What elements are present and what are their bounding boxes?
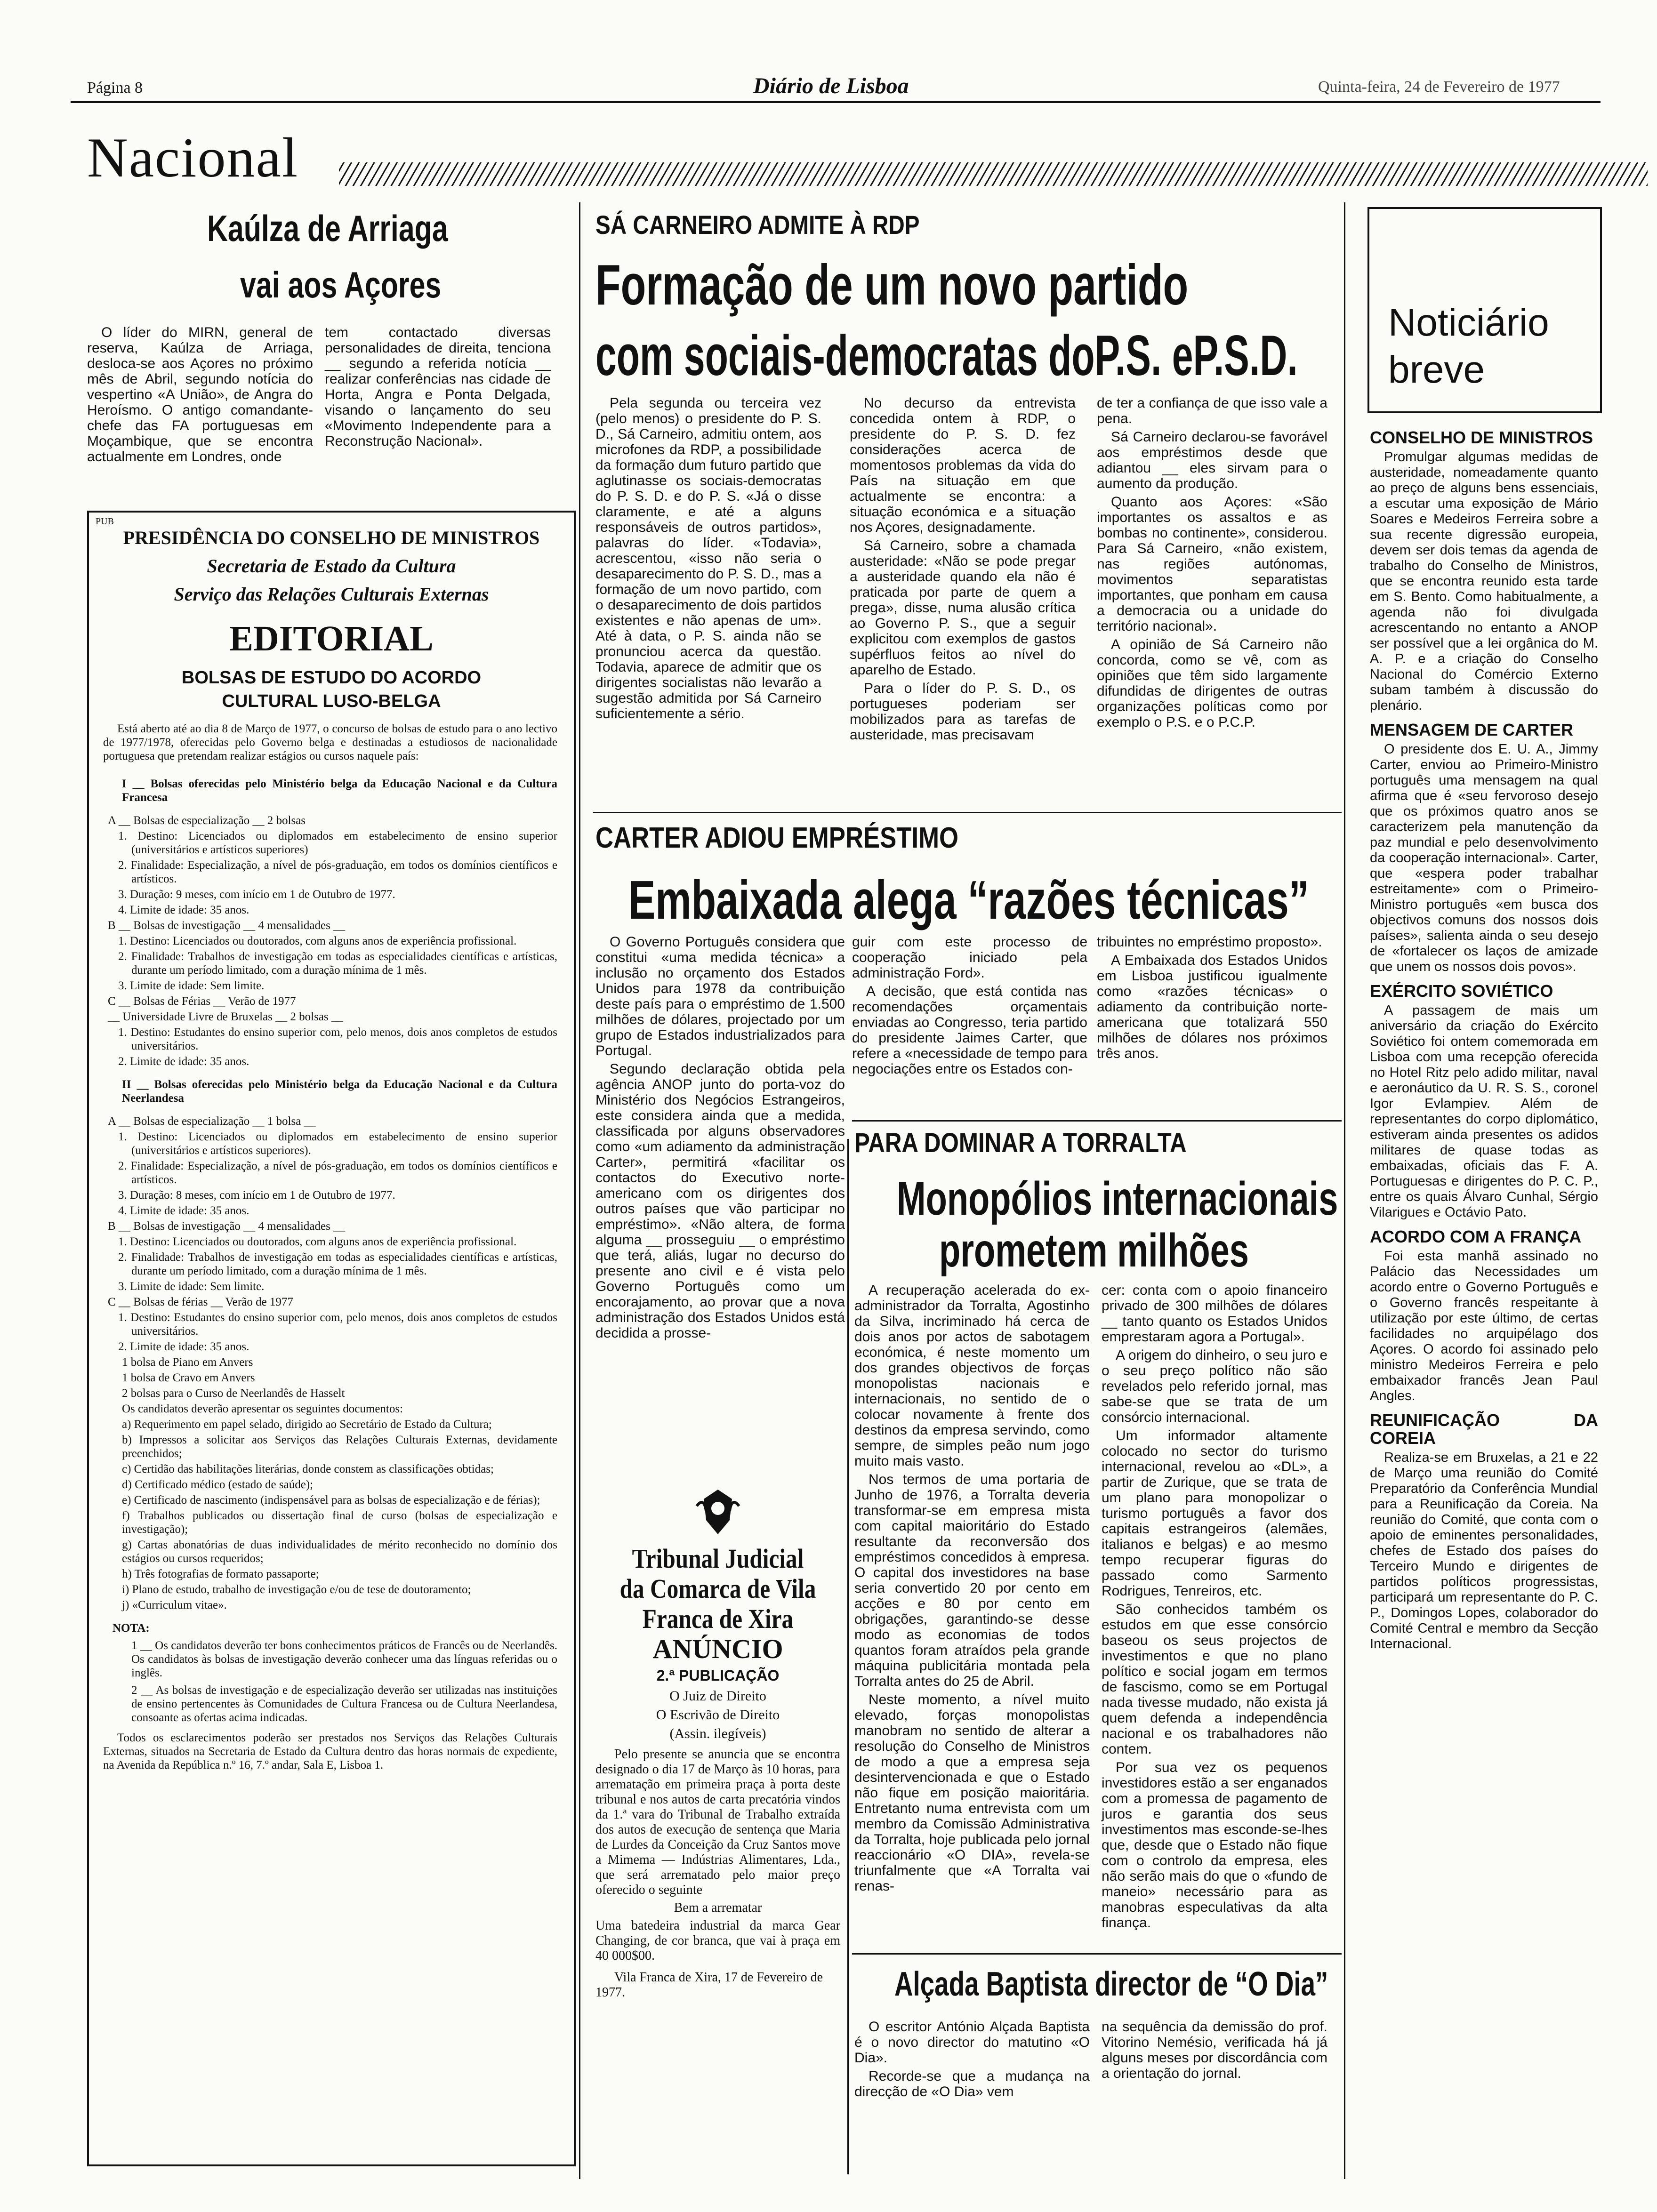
editorial-line: c) Certidão das habilitações literárias, donde constem as classificações obtidas; [122, 1463, 494, 1475]
breve-item-head: REUNIFICAÇÃO DA COREIA [1370, 1411, 1598, 1448]
editorial-line: 1. Destino: Licenciados ou diplomados em estabelecimento de ensino superior (universitários e artísticos superiores) [118, 830, 557, 856]
editorial-section-1: I __ Bolsas oferecidas pelo Ministério belga da Educação Nacional e da Cultura Francesa [122, 777, 557, 804]
editorial-line: 4. Limite de idade: 35 anos. [118, 904, 249, 916]
carter-text-2a: guir com este processo de cooperação iniciado pela administração Ford». [852, 934, 1087, 981]
baptista-text-2: na sequência da demissão do prof. Vitorino Nemésio, verificada há já alguns meses por discordância com a orientação do jornal. [1102, 2019, 1327, 2081]
editorial-line: 3. Duração: 9 meses, com início em 1 de Outubro de 1977. [118, 888, 395, 901]
tribunal-publicacao: 2.ª PUBLICAÇÃO [656, 1667, 780, 1684]
editorial-h1: PRESIDÊNCIA DO CONSELHO DE MINISTROS [123, 527, 540, 548]
torralta-text-2b: A origem do dinheiro, o seu juro e o seu preço político não são revelados pelo referido jornal, mas sabe-se que se trata de um consórcio internacional. [1102, 1347, 1327, 1425]
editorial-line: __ Universidade Livre de Bruxelas __ 2 bolsas __ [108, 1010, 343, 1023]
editorial-box [87, 511, 576, 2166]
column-rule-right [1344, 202, 1345, 2179]
editorial-line: 2. Limite de idade: 35 anos. [118, 1055, 249, 1068]
rule-before-torralta [852, 1120, 1342, 1122]
tribunal-bem: Bem a arrematar [674, 1900, 762, 1915]
breve-title-2: breve [1388, 348, 1485, 391]
sacarneiro-text-3a: de ter a confiança de que isso vale a pena. [1097, 395, 1327, 426]
editorial-line: Os candidatos deverão apresentar os seguintes documentos: [122, 1403, 403, 1415]
tribunal-juiz: O Juiz de Direito [669, 1688, 766, 1704]
sacarneiro-kicker: SÁ CARNEIRO ADMITE À RDP [595, 210, 920, 240]
breve-column [1370, 421, 1598, 1655]
baptista-col-1 [854, 2019, 1090, 2102]
baptista-col-2 [1102, 2019, 1327, 2084]
editorial-line: g) Cartas abonatórias de duas individualidades de mérito reconhecido no domínio dos estágios ou cursos requeridos; [122, 1539, 557, 1565]
tribunal-notice [595, 1487, 840, 2000]
carter-col-2 [852, 934, 1087, 1080]
torralta-text-2a: cer: conta com o apoio financeiro privado de 300 milhões de dólares __ tanto quanto os Estados Unidos emprestaram agora a Portugal». [1102, 1282, 1327, 1345]
torralta-text-1b: Nos termos de uma portaria de Junho de 1976, a Torralta deveria transformar-se em empresa mista com capital maioritário do Estado resultante da reconversão dos empréstimos concedidos à empresa. O capital dos investidores na base seria convertido 20 por cento em acções e 80 por cento em obrigações, garantindo-se desse modo as economias de todos quantos foram atraídos pela grande máquina publicitária montada pela Torralta antes do 25 de Abril. [854, 1472, 1090, 1689]
sacarneiro-text-2b: Sá Carneiro, sobre a chamada austeridade: «Não se pode pregar a austeridade quando ela não é praticada por parte de quem a prega», disse, numa alusão crítica ao Governo P. S., que a seguir explicitou com exemplos de gastos supérfluos feitos ao nível do aparelho de Estado. [850, 538, 1076, 678]
editorial-line: 2. Finalidade: Trabalhos de investigação em todas as especialidades científicas e artísticas, durante um período limitado, com a duração mínima de 1 mês. [118, 950, 557, 977]
editorial-line: C __ Bolsas de Férias __ Verão de 1977 [108, 995, 296, 1008]
tribunal-sign: Vila Franca de Xira, 17 de Fevereiro de 1977. [595, 1970, 823, 2000]
editorial-line: f) Trabalhos publicados ou dissertação final de curso (bolsas de especialização e investigação); [122, 1509, 557, 1536]
pub-tag: PUB [96, 516, 114, 527]
baptista-text-1a: O escritor António Alçada Baptista é o novo director do matutino «O Dia». [854, 2019, 1090, 2066]
torralta-title-1: Monopólios internacionais [897, 1172, 1338, 1225]
rule-after-sacarneiro [593, 812, 1342, 813]
sacarneiro-text-1: Pela segunda ou terceira vez (pelo menos) o presidente do P. S. D., Sá Carneiro, admitiu ontem, aos microfones da RDP, a possibilidade da formação dum futuro partido que aglutinasse os sociais-democratas do P. S. D. e do P. S. «Já o disse claramente, e até a alguns responsáveis de outros partidos», palavras do líder. «Todavia», acrescentou, «isso não seria o desaparecimento do P. S. D., mas a formação de um novo partido, com o desaparecimento de dois partidos existentes e não apenas de um». Até à data, o P. S. ainda não se pronunciou acerca da questão. Todavia, aparece de admitir que os dirigentes socialistas não levarão a sugestão admitida por Sá Carneiro suficientemente a sério. [595, 395, 821, 721]
torralta-col-1 [854, 1282, 1090, 1897]
tribunal-title-2: da Comarca de Vila [619, 1573, 816, 1604]
editorial-line: B __ Bolsas de investigação __ 4 mensalidades __ [108, 919, 346, 932]
section-title: Nacional [87, 126, 299, 189]
breve-item-head: EXÉRCITO SOVIÉTICO [1370, 981, 1553, 1001]
masthead-date: Quinta-feira, 24 de Fevereiro de 1977 [1318, 78, 1560, 96]
torralta-text-2e: Por sua vez os pequenos investidores estão a ser enganados com a promessa de pagamento de juros e garantia dos seus investimentos mas esconde-se-lhes que, desde que o Estado não fique com o controlo da empresa, eles não serão mais do que o «fundo de maneio» necessário para as manobras especulativas da alta finança. [1102, 1760, 1327, 1931]
column-rule-left [579, 202, 580, 2179]
editorial-nota-2: 2 __ As bolsas de investigação e de especialização deverão ser utilizadas nas instituições de ensino pertencentes às Comunidades de Cultura Francesa ou de Cultura Neerlandesa, consoante as ofertas acima indicadas. [131, 1684, 557, 1724]
editorial-lines-1 [103, 814, 557, 1068]
editorial-line: d) Certificado médico (estado de saúde); [122, 1478, 314, 1491]
coat-of-arms-icon [692, 1487, 744, 1539]
editorial-line: 1. Destino: Estudantes do ensino superior com, pelo menos, dois anos completos de estudos universitários. [118, 1026, 557, 1052]
torralta-text-1a: A recuperação acelerada do ex-administrador da Torralta, Agostinho da Silva, incriminado há cerca de dois anos por actos de sabotagem económica, é neste momento um dos grandes objectivos de forças monopolistas nacionais e internacionais, no sentido de o colocar novamente à frente dos destinos da empresa servindo, como sempre, de simples peão num jogo muito mais vasto. [854, 1282, 1090, 1469]
editorial-line: A __ Bolsas de especialização __ 1 bolsa __ [108, 1115, 316, 1128]
carter-text-3a: tribuintes no empréstimo proposto». [1097, 934, 1322, 950]
breve-item-text: Promulgar algumas medidas de austeridade, nomeadamente quanto ao preço de alguns bens essenciais, a escutar uma exposição de Mário Soares e Medeiros Ferreira sobre a sua recente digressão europeia, devem ser dois temas da agenda de trabalho do Conselho de Ministros, que se encontra reunido esta tarde em S. Bento. Como habitualmente, a agenda não foi divulgada acrescentando no entanto a ANOP ser possível que a lei orgânica do M. A. P. e a criação do Conselho Nacional do Comércio Externo subam também à discussão do plenário. [1370, 449, 1598, 713]
column-rule-middle [847, 1139, 849, 2174]
editorial-h6: CULTURAL LUSO-BELGA [222, 691, 441, 711]
baptista-text-1b: Recorde-se que a mudança na direcção de «O Dia» vem [854, 2068, 1090, 2100]
torralta-text-2c: Um informador altamente colocado no sector do turismo internacional, revelou ao «DL», a partir de Zurique, que se trata de um plano para monopolizar o turismo português a favor dos capitais estrangeiros (alemães, italianos e belgas) e ao mesmo tempo recuperar figuras do passado como Sarmento Rodrigues, Tenreiros, etc. [1102, 1428, 1327, 1599]
rule-before-baptista [852, 1953, 1342, 1955]
editorial-closing: Todos os esclarecimentos poderão ser prestados nos Serviços das Relações Culturais Externas, situados na Secretaria de Estado da Cultura dentro das horas normais de expediente, na Avenida da República n.º 16, 7.º andar, Sala E, Lisboa 1. [103, 1731, 557, 1771]
sacarneiro-text-3c: Quanto aos Açores: «São importantes os assaltos e as bombas no continente», considerou. Para Sá Carneiro, «não existem, nas regiões autónomas, movimentos separatistas importantes, que ponham em causa a democracia ou a unidade do território nacional». [1097, 494, 1327, 634]
kaulza-title-1: Kaúlza de Arriaga [207, 208, 448, 249]
editorial-h4: EDITORIAL [229, 619, 434, 658]
editorial-intro: Está aberto até ao dia 8 de Março de 1977, o concurso de bolsas de estudo para o ano lectivo de 1977/1978, oferecidas pelo Governo belga e destinadas a estudiosos de nacionalidade portuguesa que pretendam realizar estágios ou cursos naquele país: [103, 722, 557, 762]
tribunal-title-3: Franca de Xira [642, 1603, 794, 1634]
sacarneiro-title-1: Formação de um novo partido [595, 253, 1189, 317]
kaulza-col-1 [87, 325, 313, 467]
tribunal-body: Pelo presente se anuncia que se encontra designado o dia 17 de Março às 10 horas, para arrematação em primeira praça à porta deste tribunal e nos autos de carta precatória vindos da 1.ª vara do Tribunal de Trabalho extraída dos autos de execução de sentença que Maria de Lurdes da Conceição da Cruz Santos move a Mimema — Indústrias Alimentares, Lda., que será arrematado pelo maior preço oferecido o seguinte [595, 1747, 840, 1897]
editorial-line: 1 bolsa de Piano em Anvers [122, 1356, 253, 1369]
tribunal-escrivao: O Escrivão de Direito [656, 1707, 780, 1723]
torralta-title-2: prometem milhões [939, 1224, 1249, 1277]
editorial-line: e) Certificado de nascimento (indispensável para as bolsas de especialização e de férias); [122, 1494, 540, 1507]
tribunal-assin: (Assin. ilegíveis) [669, 1726, 766, 1741]
editorial-line: h) Três fotografias de formato passaporte; [122, 1568, 319, 1580]
editorial-line: 2. Finalidade: Especialização, a nível de pós-graduação, em todos os domínios científicos e artísticos. [118, 859, 557, 885]
editorial-line: 1 bolsa de Cravo em Anvers [122, 1371, 255, 1384]
tribunal-title-1: Tribunal Judicial [632, 1543, 804, 1574]
sacarneiro-text-2a: No decurso da entrevista concedida ontem à RDP, o presidente do P. S. D. fez considerações acerca de momentosos problemas da vida do País na situação em que actualmente se encontra: a situação económica e a situação nos Açores, designadamente. [850, 395, 1076, 535]
editorial-line: 2. Finalidade: Especialização, a nível de pós-graduação, em todos os domínios científicos e artísticos. [118, 1160, 557, 1186]
editorial-line: B __ Bolsas de investigação __ 4 mensalidades __ [108, 1220, 346, 1233]
editorial-line: j) «Curriculum vitae». [122, 1599, 227, 1611]
masthead-rule [71, 101, 1601, 103]
editorial-lines-2 [103, 1114, 557, 1612]
editorial-h5: BOLSAS DE ESTUDO DO ACORDO [181, 668, 482, 688]
breve-item-head: CONSELHO DE MINISTROS [1370, 428, 1593, 447]
editorial-h2: Secretaria de Estado da Cultura [207, 555, 456, 577]
carter-col-3 [1097, 934, 1327, 1064]
editorial-line: A __ Bolsas de especialização __ 2 bolsas [108, 814, 306, 827]
tribunal-bemtext: Uma batedeira industrial da marca Gear Changing, de cor branca, que vai à praça em 40 000$00. [595, 1918, 840, 1963]
breve-item-head: MENSAGEM DE CARTER [1370, 720, 1574, 739]
kaulza-text-2: tem contactado diversas personalidades de direita, tenciona __ segundo a referida notícia __ realizar conferências nas cidade de Horta, Angra e Ponta Delgada, visando o lançamento do seu «Movimento Independente para a Reconstrução Nacional». [325, 325, 551, 449]
editorial-line: 4. Limite de idade: 35 anos. [118, 1204, 249, 1217]
editorial-line: 3. Limite de idade: Sem limite. [118, 1280, 265, 1293]
torralta-text-1c: Neste momento, a nível muito elevado, forças monopolistas manobram no sentido de alterar a resolução do Conselho de Ministros de modo a que a empresa seja desintervencionada e que o Estado não fique em posição maioritária. Entretanto numa entrevista com um membro da Comissão Administrativa da Torralta, hoje publicada pelo jornal reaccionário «O DIA», revela-se triunfalmente que «A Torralta vai renas- [854, 1692, 1090, 1894]
torralta-col-2 [1102, 1282, 1327, 1933]
breve-item-text: Foi esta manhã assinado no Palácio das Necessidades um acordo entre o Governo Português e o Governo francês respeitante à utilização por este último, de certas facilidades no arquipélago dos Açores. O acordo foi assinado pelo ministro Medeiros Ferreira e pelo embaixador francês Jean Paul Angles. [1370, 1249, 1598, 1403]
breve-box [1367, 207, 1602, 413]
kaulza-col-2 [325, 325, 551, 452]
editorial-line: 2. Finalidade: Trabalhos de investigação em todas as especialidades científicas e artísticas, durante um período limitado, com a duração mínima de 1 mês. [118, 1251, 557, 1277]
editorial-nota: NOTA: [113, 1622, 150, 1635]
sacarneiro-title-2: com sociais-democratas doP.S. eP.S.D. [595, 323, 1298, 387]
editorial-h3: Serviço das Relações Culturais Externas [174, 584, 489, 605]
editorial-line: i) Plano de estudo, trabalho de investigação e/ou de tese de doutoramento; [122, 1583, 471, 1596]
sacarneiro-col-1 [595, 395, 821, 724]
breve-item-text: A passagem de mais um aniversário da criação do Exército Soviético foi ontem comemorada em Lisboa com uma recepção oferecida no Hotel Ritz pelo adido militar, naval e aeronáutico da U. R. S. S., coronel Igor Evlampiev. Além de representantes do corpo diplomático, estiveram ainda presentes os adidos militares de quase todas as embaixadas, oficiais das F. A. Portuguesas e dirigentes do P. C. P., entre os quais Álvaro Cunhal, Sérgio Vilarigues e Octávio Pato. [1370, 1003, 1598, 1220]
editorial-line: 3. Duração: 8 meses, com início em 1 de Outubro de 1977. [118, 1189, 395, 1202]
editorial-line: 2 bolsas para o Curso de Neerlandês de Hasselt [122, 1387, 345, 1400]
carter-title: Embaixada alega “razões técnicas” [628, 869, 1309, 930]
editorial-line: a) Requerimento em papel selado, dirigido ao Secretário de Estado da Cultura; [122, 1418, 492, 1431]
baptista-title: Alçada Baptista director de “O Dia” [894, 1965, 1328, 2003]
section-hatch [339, 162, 1648, 186]
editorial-line: 1. Destino: Estudantes do ensino superior com, pelo menos, dois anos completos de estudos universitários. [118, 1311, 557, 1338]
torralta-text-2d: São conhecidos também os estudos em que esse consórcio baseou os seus projectos de investimentos e que no plano político e social jogam em termos de fascismo, como se em Portugal nada tivesse mudado, não exista já quem defenda a independência nacional e os trabalhadores não contem. [1102, 1602, 1327, 1757]
sacarneiro-text-3b: Sá Carneiro declarou-se favorável aos empréstimos desde que adiantou __ eles sirvam para o aumento da produção. [1097, 429, 1327, 491]
page-number: Página 8 [87, 79, 143, 96]
sacarneiro-text-2c: Para o líder do P. S. D., os portugueses poderiam ser mobilizados para as tarefas de austeridade, mas precisavam [850, 681, 1076, 743]
carter-col-1 [595, 934, 845, 1344]
editorial-body [103, 722, 557, 1772]
carter-text-3b: A Embaixada dos Estados Unidos em Lisboa justificou igualmente como «razões técnicas» o adiamento da contribuição norte-americana que totalizará 550 milhões de dólares nos próximos três anos. [1097, 953, 1327, 1061]
carter-text-2b: A decisão, que está contida nas recomendações orçamentais enviadas ao Congresso, teria partido do presidente Jaimes Carter, que refere a «necessidade de tempo para negociações entre os Estados con- [852, 984, 1087, 1077]
editorial-line: 1. Destino: Licenciados ou diplomados em estabelecimento de ensino superior (universitários e artísticos superiores). [118, 1130, 557, 1157]
kaulza-title-2: vai aos Açores [240, 264, 442, 305]
editorial-line: 2. Limite de idade: 35 anos. [118, 1340, 249, 1353]
sacarneiro-col-3 [1097, 395, 1327, 733]
sacarneiro-col-2 [850, 395, 1076, 745]
breve-item-text: O presidente dos E. U. A., Jimmy Carter, enviou ao Primeiro-Ministro português uma mensagem na qual afirma que é «seu fervoroso desejo que os próximos quatro anos se caracterizem pela manutenção da paz mundial e pelo desenvolvimento da cooperação internacional». Carter, que «espera poder trabalhar estreitamente» com o Primeiro-Ministro português «em busca dos objectivos comuns dos nossos dois países», salienta ainda o seu desejo de «fortalecer os laços de amizade que unem os nossos dois povos». [1370, 742, 1598, 974]
editorial-section-2: II __ Bolsas oferecidas pelo Ministério belga da Educação Nacional e da Cultura Neerlandesa [122, 1078, 557, 1105]
editorial-line: 1. Destino: Licenciados ou doutorados, com alguns anos de experiência profissional. [118, 935, 517, 947]
breve-item-text: Realiza-se em Bruxelas, a 21 e 22 de Março uma reunião do Comité Preparatório da Conferência Mundial para a Reunificação da Coreia. Na reunião do Comité, que conta com o apoio de eminentes personalidades, chefes de Estado dos países do Terceiro Mundo e dirigentes de partidos políticos progressistas, participará um representante do P. C. P., Domingos Lopes, colaborador do Comité Central e membro da Secção Internacional. [1370, 1450, 1598, 1651]
tribunal-anuncio: ANÚNCIO [652, 1634, 783, 1664]
carter-text-1a: O Governo Português considera que constitui «uma medida técnica» a inclusão no orçamento dos Estados Unidos para 1978 da contribuição deste país para o empréstimo de 1.500 milhões de dólares, projectado por um grupo de Estados industrializados para Portugal. [595, 934, 845, 1058]
breve-title-1: Noticiário [1388, 301, 1549, 344]
editorial-line: b) Impressos a solicitar aos Serviços das Relações Culturais Externas, devidamente preenchidos; [122, 1434, 557, 1460]
editorial-line: 3. Limite de idade: Sem limite. [118, 979, 265, 992]
carter-text-1b: Segundo declaração obtida pela agência ANOP junto do porta-voz do Ministério dos Negócios Estrangeiros, este considera ainda que a medida, classificada por alguns observadores como «um adiamento da administração Carter», permitirá «facilitar os contactos do Executivo norte-americano com os dirigentes dos outros países que vão participar no empréstimo». «Não altera, de forma alguma __ prosseguiu __ o empréstimo que terá, aliás, lugar no decurso do presente ano civil e é vista pelo Governo Português como um encorajamento, ao provar que a nova administração dos Estados Unidos está decidida a prosse- [595, 1061, 845, 1341]
carter-kicker: CARTER ADIOU EMPRÉSTIMO [595, 822, 959, 854]
editorial-line: 1. Destino: Licenciados ou doutorados, com alguns anos de experiência profissional. [118, 1235, 517, 1248]
masthead-title: Diário de Lisboa [753, 73, 909, 98]
editorial-line: C __ Bolsas de férias __ Verão de 1977 [108, 1296, 293, 1308]
editorial-nota-1: 1 __ Os candidatos deverão ter bons conhecimentos práticos de Francês ou de Neerlandês. Os candidatos às bolsas de investigação deverão conhecer uma das línguas referidas ou o inglês. [131, 1639, 557, 1679]
breve-item-head: ACORDO COM A FRANÇA [1370, 1227, 1582, 1246]
kaulza-text-1: O líder do MIRN, general de reserva, Kaúlza de Arriaga, desloca-se aos Açores no próximo mês de Abril, segundo notícia do vespertino «A União», de Angra do Heroísmo. O antigo comandante-chefe das FA portuguesas em Moçambique, que se encontra actualmente em Londres, onde [87, 325, 313, 465]
torralta-kicker: PARA DOMINAR A TORRALTA [854, 1128, 1187, 1158]
sacarneiro-text-3d: A opinião de Sá Carneiro não concorda, como se vê, com as opiniões que têm sido largamente difundidas de dirigentes de outras organizações políticas como por exemplo o P.S. e o P.C.P. [1097, 637, 1327, 730]
